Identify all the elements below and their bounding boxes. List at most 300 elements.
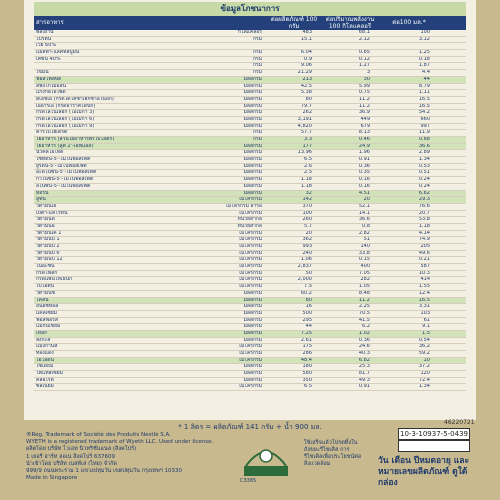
cell-name: กรดแพนโทเธนิก: [36, 277, 73, 283]
cell-v1: 20: [305, 230, 312, 236]
cell-name: สังกะสี: [36, 337, 51, 343]
cell-v3: 3.31: [418, 304, 430, 310]
cell-v2: 6.82: [358, 357, 370, 363]
cell-v1: 15.1: [300, 36, 312, 42]
cell-v3: 0.24: [418, 177, 430, 183]
table-row: [34, 104, 466, 111]
table-row: [34, 144, 466, 151]
cell-v3: 1.11: [418, 90, 430, 96]
cell-unit: มิลลิกรัม: [243, 304, 262, 310]
table-row: [34, 257, 466, 264]
cell-v3: 10.3: [418, 270, 430, 276]
cell-v1: 80: [305, 96, 312, 102]
table-row: [34, 90, 466, 97]
cell-v2: 0.91: [358, 157, 370, 163]
cell-unit: กรัม: [252, 137, 262, 142]
cell-name: เวย์ 60%: [36, 43, 57, 49]
cell-v1: 21.29: [297, 70, 312, 76]
table-row: [34, 37, 466, 44]
cell-unit: ไมโครกรัม: [238, 230, 262, 236]
cell-name: ฟอสโฟลิปิด: [36, 76, 62, 82]
cell-v3: 36.6: [418, 143, 430, 149]
cell-name: อินอซิทอล: [36, 304, 59, 310]
table-row: [34, 184, 466, 191]
cell-name: ซีลีเนียม: [36, 384, 54, 390]
cell-v3: 120: [420, 371, 430, 377]
cell-unit: ไมโครกรัม: [238, 284, 262, 290]
cell-v2: 0.12: [358, 56, 370, 62]
cell-unit: มิลลิกรัม: [243, 310, 262, 316]
table-row: [34, 70, 466, 77]
cell-unit: ไมโครกรัม: [238, 237, 262, 243]
table-row: [34, 291, 466, 298]
cell-unit: ไมโครกรัม: [238, 210, 262, 216]
cell-v3: 36.2: [418, 344, 430, 350]
cell-v1: 177: [302, 143, 312, 149]
cell-name: เออาร์เอ (กรดอาราคิโดนิก): [36, 103, 96, 109]
cell-v3: 2.89: [418, 150, 430, 156]
cell-unit: ไมโครกรัม: [238, 270, 262, 276]
cell-v1: 3.3: [304, 137, 312, 142]
cell-v3: 59.2: [418, 351, 430, 356]
table-row: [34, 30, 466, 37]
table-row: [34, 191, 466, 198]
table-row: [34, 298, 466, 305]
cell-v2: 1.05: [358, 284, 370, 290]
cell-unit: ไมโครกรัม: [238, 357, 262, 363]
table-row: [34, 137, 466, 144]
cell-v2: 8.13: [358, 130, 370, 136]
cell-v3: 414: [420, 277, 430, 283]
cell-name: เคซีน 40%: [36, 56, 61, 62]
fine-print-line: ®Reg. Trademark of Société des Produits Nestlé S.A.: [26, 432, 171, 438]
table-row: [34, 97, 466, 104]
table-row: [34, 150, 466, 157]
cell-v1: 9.06: [300, 63, 312, 69]
cell-unit: มิลลิกรัม: [243, 297, 262, 303]
cell-name: วิตามินบี 1: [36, 237, 60, 243]
cell-v3: 1.55: [418, 284, 430, 290]
cell-unit: กิโลแคลอรี: [237, 30, 262, 35]
cell-name: คลอไรด์: [36, 377, 54, 383]
table-row: [34, 251, 466, 258]
cell-v2: 0.91: [358, 384, 370, 390]
cell-v2: 33.8: [358, 250, 370, 256]
cell-v2: 2.12: [358, 36, 370, 42]
cell-v3: 53.8: [418, 217, 430, 223]
cell-name: สฟิงโกไมอีลิน: [36, 83, 67, 89]
cell-unit: ไมโครกรัม: [238, 244, 262, 249]
cell-v2: 0.85: [358, 50, 370, 56]
cell-v2: 81.7: [358, 371, 370, 377]
cell-v2: 0.8: [362, 223, 370, 229]
cell-name: พลังงาน: [36, 30, 54, 35]
cell-name: กรดไลโนเลอิก (โอเมก้า 3): [36, 110, 95, 116]
table-row: [34, 77, 466, 84]
cell-name: กรดไลโนเลอิก (โอเมก้า 6): [36, 116, 95, 122]
cell-v2: 52.1: [358, 203, 370, 209]
cell-name: แกงกลิโอไซด์: [36, 90, 66, 96]
cell-v1: 993: [302, 244, 312, 249]
cell-unit: มิลลิกรัม: [243, 143, 262, 149]
cell-v3: 76.6: [418, 203, 430, 209]
table-row: [34, 244, 466, 251]
table-row: [34, 324, 466, 331]
cell-name: อะดีโนซีน-5'-โมโนฟอสเฟต: [36, 170, 97, 176]
cell-v3: 12.4: [418, 290, 430, 296]
cell-v1: 295: [302, 317, 312, 323]
fine-print: [26, 432, 246, 482]
cell-name: วิตามินอี: [36, 223, 55, 229]
cell-v2: 5.99: [358, 83, 370, 89]
table-row: [34, 371, 466, 378]
cell-v2: 51: [363, 237, 370, 243]
table-row: [34, 318, 466, 325]
cell-v3: 20.7: [418, 210, 430, 216]
cell-v1: 16: [305, 304, 312, 310]
cell-v1: 1.18: [300, 177, 312, 183]
cell-unit: มิลลิกรัม: [243, 190, 262, 196]
cell-name: ทอรีน: [36, 190, 49, 196]
cell-unit: มิลลิกรัม: [243, 157, 262, 163]
cell-v2: 1.02: [358, 330, 370, 336]
table-row: [34, 63, 466, 70]
cell-unit: ไมโครกรัม: [238, 351, 262, 356]
cell-name: วิตามินบี 6: [36, 250, 60, 256]
fine-print-line: 1 เยอรี ฮาร์ท ลอเน่ สิงคโปร์ 637609: [26, 453, 116, 460]
cell-unit: มิลลิกรัม: [243, 330, 262, 336]
cell-v3: 61: [423, 317, 430, 323]
cell-unit: มิลลิกรัม: [243, 110, 262, 116]
cell-v2: 68.1: [358, 30, 370, 35]
cell-unit: ไมโครกรัม อาร์อี: [225, 203, 262, 209]
cell-v2: 1.27: [358, 63, 370, 69]
table-row: [34, 224, 466, 231]
cell-name: ไบโอติน: [36, 284, 55, 290]
cell-v3: 1.25: [418, 50, 430, 56]
table-row: [34, 204, 466, 211]
cell-unit: กรัม: [252, 36, 262, 42]
cell-v1: 50: [305, 270, 312, 276]
cell-unit: มิลลิกรัม: [243, 177, 262, 183]
panel-title: ข้อมูลโภชนาการ: [34, 2, 466, 16]
cell-v1: 240: [302, 250, 312, 256]
cell-v3: 54.2: [418, 110, 430, 116]
table-header: [34, 16, 466, 30]
cell-v2: 20: [363, 197, 370, 203]
table-row: [34, 378, 466, 385]
table-row: [34, 157, 466, 164]
cell-v1: 362: [302, 237, 312, 243]
cell-v3: 660: [420, 116, 430, 122]
cell-v2: 14.1: [358, 210, 370, 216]
cell-name: โคลีน: [36, 297, 49, 303]
cell-v3: 44: [423, 76, 430, 82]
cell-v1: 260: [302, 217, 312, 223]
cell-unit: มิลลิกรัม: [243, 150, 262, 156]
cell-name: ลูทีน: [36, 197, 46, 203]
cell-unit: มิลลิกรัม: [243, 83, 262, 89]
table-row: [34, 197, 466, 204]
cell-v1: 6.5: [304, 384, 312, 390]
cell-name: กรดโฟลิก: [36, 270, 58, 276]
cell-v2: 36.6: [358, 217, 370, 223]
cell-v2: 282: [360, 277, 370, 283]
cell-v1: 580: [302, 371, 312, 377]
header-per100g: ต่อผลิตภัณฑ์ 100 กรัม: [270, 16, 318, 30]
table-row: [34, 304, 466, 311]
cell-v3: 0.18: [418, 56, 430, 62]
cell-v2: 679: [360, 123, 370, 129]
cell-v3: 103: [420, 310, 430, 316]
cell-v1: 5.38: [300, 90, 312, 96]
cell-v1: 2.6: [304, 163, 312, 169]
cell-name: ใยอาหาร (ส่วนใยอาหารพรีไบโอติก): [36, 137, 115, 142]
cell-v1: 6.04: [300, 50, 312, 56]
cell-name: โพแทสเซียม: [36, 371, 63, 377]
table-row: [34, 277, 466, 284]
cell-v2: 0.35: [358, 170, 370, 176]
cell-v1: 0.9: [304, 56, 312, 62]
cell-name: เหล็ก: [36, 330, 48, 336]
cell-name: ทองแดง: [36, 351, 54, 356]
cell-v3: 8.79: [418, 83, 430, 89]
cell-v3: 11.9: [418, 130, 430, 136]
cell-v3: 205: [420, 244, 430, 249]
cell-v1: 7.5: [304, 284, 312, 290]
cell-v1: 100: [302, 210, 312, 216]
cell-v3: 0.53: [418, 163, 430, 169]
cell-v1: 2,000: [297, 277, 312, 283]
cell-v2: 449: [360, 116, 370, 122]
cell-unit: มิลลิกรัม: [243, 317, 262, 323]
cell-name: ไนอะซิน: [36, 264, 55, 270]
cell-v2: 11.2: [358, 103, 370, 109]
cell-unit: มิลลิกรัม: [243, 371, 262, 377]
cell-v3: 0.51: [418, 170, 430, 176]
cell-name: แอลฟา-แล็คทัลบูมิน: [36, 50, 80, 56]
cell-unit: มิลลิกรัม: [243, 324, 262, 330]
cell-unit: ไมโครกรัม: [238, 344, 262, 350]
cell-v2: 0.46: [358, 137, 370, 142]
cell-unit: มิลลิกรัม: [243, 116, 262, 122]
cell-v3: 100: [420, 30, 430, 35]
table-row: [34, 170, 466, 177]
cell-v2: 40.3: [358, 351, 370, 356]
table-row: [34, 211, 466, 218]
cell-v2: 70.5: [358, 310, 370, 316]
cell-unit: ไมโครกรัม: [238, 277, 262, 283]
cell-name: แมกนีเซียม: [36, 324, 61, 330]
cell-v2: 24.9: [358, 143, 370, 149]
cell-v1: 60.2: [300, 290, 312, 296]
cell-name: ยูริดีน-5'-โมโนฟอสเฟต: [36, 163, 87, 169]
cell-v1: 142: [302, 197, 312, 203]
table-row: [34, 344, 466, 351]
cell-v1: 48.4: [300, 357, 312, 363]
recycle-text: ใช้เสร็จแล้วโปรดทิ้งในถังขยะรีไซเคิล การรีไซเคิลเพื่อประโยชน์ต่อสิ่งแวดล้อม: [304, 440, 362, 467]
certification-logo-icon: [236, 436, 296, 482]
cell-v1: 350: [302, 377, 312, 383]
cell-name: ดีเอชเอ (กรดโดโคซาเฮกซาอีโนอิก): [36, 96, 114, 102]
cell-name: ไซทิดีน-5'-โมโนฟอสเฟต: [36, 157, 91, 163]
cell-v3: 9.1: [422, 324, 430, 330]
cell-v2: 0.36: [358, 163, 370, 169]
cell-v2: 2.82: [358, 230, 370, 236]
cell-v1: 42.5: [300, 83, 312, 89]
cell-name: ไอโอดีน: [36, 357, 54, 363]
cell-name: แมงกานีส: [36, 344, 58, 350]
cell-v2: 7.05: [358, 270, 370, 276]
cell-unit: มิลลิกรัม: [243, 123, 262, 129]
cell-v1: 175: [302, 344, 312, 350]
table-row: [34, 217, 466, 224]
table-row: [34, 338, 466, 345]
cell-name: กรดไลโนเลอิก (โอเมก้า 9): [36, 123, 95, 129]
cell-unit: มิลลิกรัม: [243, 377, 262, 383]
cell-v3: 4.4: [422, 70, 430, 76]
cell-name: ไขมัน: [36, 70, 49, 76]
cell-v2: 49.3: [358, 377, 370, 383]
table-row: [34, 43, 466, 50]
cell-v1: 7.25: [300, 330, 312, 336]
cell-v3: 10: [423, 357, 430, 363]
cell-v1: 1.06: [300, 257, 312, 263]
cell-name: คาร์โบไฮเดรต: [36, 130, 68, 136]
cell-unit: กรัม: [252, 63, 262, 69]
cell-unit: กรัม: [252, 56, 262, 62]
cell-v2: 11.2: [358, 297, 370, 303]
table-row: [34, 311, 466, 318]
cell-name: นิวคลีโอไทด์: [36, 150, 64, 156]
table-row: [34, 237, 466, 244]
cell-v1: 213: [302, 76, 312, 82]
table-row: [34, 231, 466, 238]
cell-v1: 79.7: [300, 103, 312, 109]
cell-unit: มิลลิกรัม: [243, 90, 262, 96]
cell-v1: 2.5: [304, 170, 312, 176]
cell-v1: 500: [302, 310, 312, 316]
fine-print-line: นำเข้าโดย บริษัท เนสท์เล่ (ไทย) จำกัด: [26, 460, 118, 467]
cell-unit: มิลลิกรัม: [243, 290, 262, 296]
cell-unit: ไมโครกรัม: [238, 384, 262, 390]
cell-name: เบต้า-แคโรทีน: [36, 210, 68, 216]
cell-v1: 13.96: [297, 150, 312, 156]
table-row: [34, 364, 466, 371]
cell-v2: 2.25: [358, 304, 370, 310]
cell-v2: 11.2: [358, 96, 370, 102]
cell-v1: 6.5: [304, 157, 312, 163]
cell-v3: 0.24: [418, 183, 430, 189]
cell-name: โปรตีน: [36, 36, 52, 42]
cell-v2: 0.36: [358, 337, 370, 343]
cell-v1: 483: [302, 30, 312, 35]
cell-v3: 587: [420, 264, 430, 270]
certification-logo: [236, 436, 296, 482]
cell-v2: 0.75: [358, 90, 370, 96]
cell-v1: 370: [302, 203, 312, 209]
table-row: [34, 50, 466, 57]
cell-v3: 0.54: [418, 337, 430, 343]
cell-unit: กรัม: [252, 130, 262, 136]
cell-v3: 29.3: [418, 197, 430, 203]
cell-unit: หน่วยสากล: [237, 223, 262, 229]
cell-v1: 4,820: [297, 123, 312, 129]
cell-v3: 49.6: [418, 250, 430, 256]
cell-unit: ไมโครกรัม: [238, 197, 262, 203]
table-row: [34, 351, 466, 358]
header-nutrient: สารอาหาร: [36, 19, 64, 26]
cell-unit: หน่วยสากล: [237, 217, 262, 223]
table-row: [34, 84, 466, 91]
cell-unit: กรัม: [252, 50, 262, 56]
cell-name: ฟอสฟอรัส: [36, 317, 58, 323]
table-row: [34, 57, 466, 64]
cell-v2: 1.96: [358, 150, 370, 156]
fine-print-line: Made in Singapore: [26, 475, 78, 482]
cell-v3: 1.18: [418, 223, 430, 229]
cell-v1: 3,191: [297, 116, 312, 122]
cell-v2: 400: [360, 264, 370, 270]
table-row: [34, 124, 466, 131]
table-row: [34, 358, 466, 365]
fine-print-line: WYETH is a registered trademark of Wyeth LLC. Used under license.: [26, 439, 214, 446]
cell-name: วิตามินบี 2: [36, 244, 60, 249]
cell-v1: 262: [302, 110, 312, 116]
table-row: [34, 331, 466, 338]
cell-name: ใยอาหาร (ลูต 2'-เอฟแอล): [36, 143, 94, 149]
cell-v2: 41.5: [358, 317, 370, 323]
cell-name: วิตามินดี: [36, 217, 55, 223]
cell-v1: 2.61: [300, 337, 312, 343]
table-row: [34, 284, 466, 291]
cell-v1: 2,837: [297, 264, 312, 270]
cell-unit: ไมโครกรัม: [238, 264, 262, 270]
cell-v1: 80: [305, 297, 312, 303]
cell-v2: 24.6: [358, 344, 370, 350]
nutrition-table-body: [34, 30, 466, 391]
cell-unit: มิลลิกรัม: [243, 76, 262, 82]
cell-v3: 4.14: [418, 230, 430, 236]
cell-v2: 4.51: [358, 190, 370, 196]
cell-v2: 25.3: [358, 364, 370, 370]
cell-v2: 0.16: [358, 183, 370, 189]
code-top: 46220721: [444, 419, 475, 426]
expiry-note: วัน เดือน ปีหมดอายุ และหมายเลขผลิตภัณฑ์ ดูใต้กล่อง: [378, 456, 470, 488]
cell-v2: 3: [366, 70, 370, 76]
cell-v3: 74.9: [418, 237, 430, 243]
fine-print-line: 999/9 ถนนพระราม 1 แขวงปทุมวัน เขตปทุมวัน กรุงเทพฯ 10330: [26, 468, 183, 475]
cell-v1: 44: [305, 324, 312, 330]
logo-code: C3385: [240, 478, 257, 484]
cell-v1: 57.7: [300, 130, 312, 136]
table-row: [34, 177, 466, 184]
table-row: [34, 264, 466, 271]
cell-v3: 6.62: [418, 190, 430, 196]
cell-v1: 1.18: [300, 183, 312, 189]
cell-name: วิตามินซี: [36, 290, 55, 296]
cell-v3: 1.5: [422, 330, 430, 336]
cell-unit: มิลลิกรัม: [243, 103, 262, 109]
header-per100ml: ต่อ100 มล.*: [392, 19, 426, 26]
cell-name: วิตามินบี 12: [36, 257, 63, 263]
table-row: [34, 110, 466, 117]
cell-v3: 16.5: [418, 103, 430, 109]
cell-unit: มิลลิกรัม: [243, 337, 262, 343]
cell-name: แคลเซียม: [36, 310, 57, 316]
cell-v3: 0.68: [418, 137, 430, 142]
lot-code: 10-3-10937-5-0439: [399, 430, 468, 438]
